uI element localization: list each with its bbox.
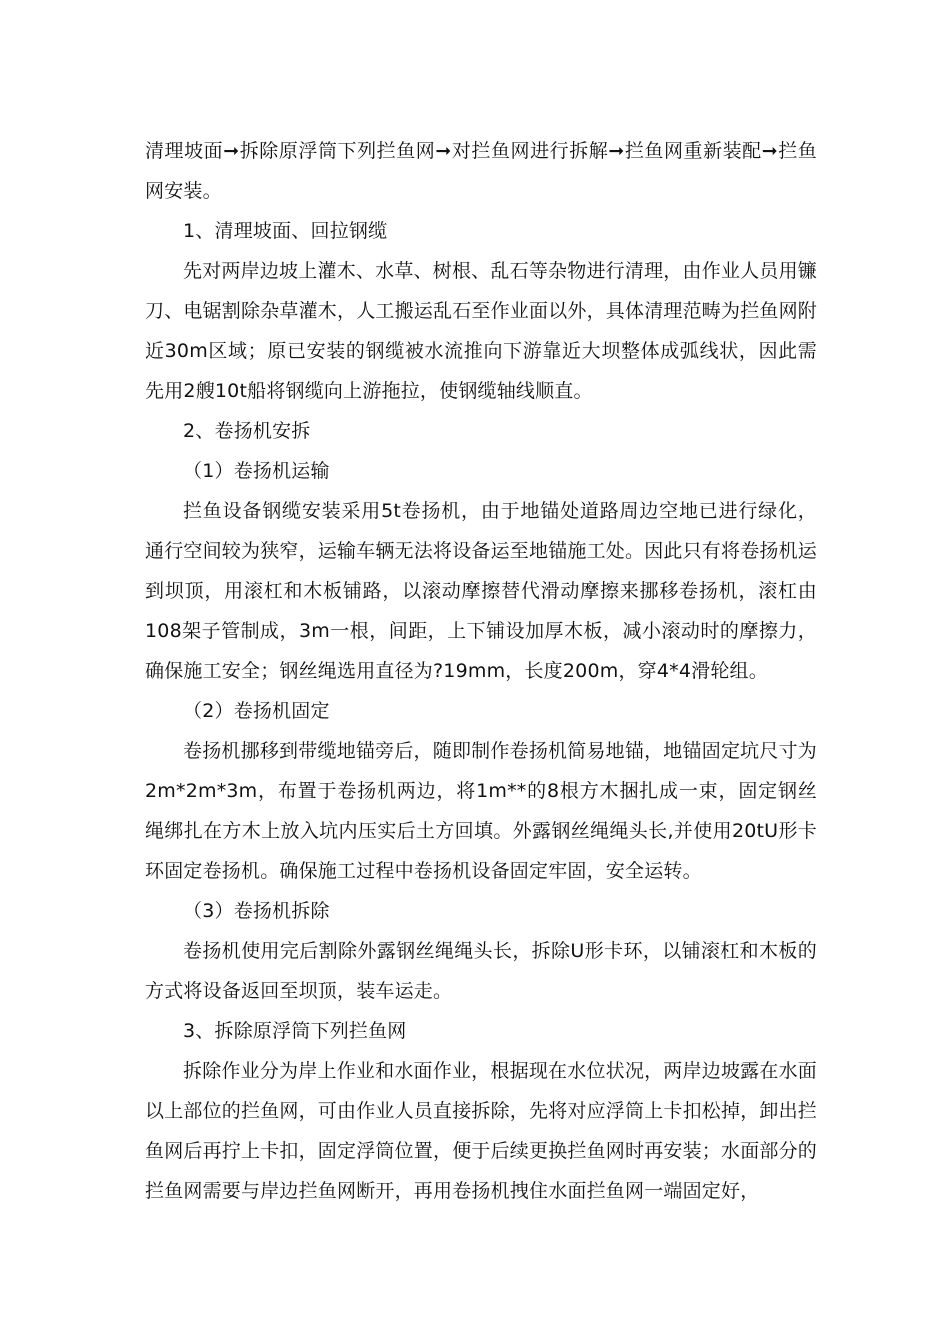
subheading-winch-transport: （1）卷扬机运输 [183,460,330,482]
paragraph-remove-net: 拆除作业分为岸上作业和水面作业，根据现在水位状况，两岸边坡露在水面以上部位的拦鱼网，可由作业人员直接拆除，先将对应浮筒上卡扣松掉，卸出拦鱼网后再拧上卡扣，固定浮筒位置，便于后续更换拦鱼网时再安装；水面部分的拦鱼网需要与岸边拦鱼网断开，再用卷扬机拽住水面拦鱼网一端固定好， [145,1060,818,1202]
paragraph-winch-transport: 拦鱼设备钢缆安装采用5t卷扬机，由于地锚处道路周边空地已进行绿化，通行空间较为狭窄，运输车辆无法将设备运至地锚施工处。因此只有将卷扬机运到坝顶，用滚杠和木板铺路，以滚动摩擦替代滑动摩擦来挪移卷扬机，滚杠由108架子管制成，3m一根，间距，上下铺设加厚木板，减小滚动时的摩擦力，确保施工安全；钢丝绳选用直径为?19mm，长度200m，穿4*4滑轮组。 [145,500,818,682]
subheading-winch-fixing: （2）卷扬机固定 [183,700,330,722]
paragraph-winch-fixing: 卷扬机挪移到带缆地锚旁后，随即制作卷扬机简易地锚，地锚固定坑尺寸为2m*2m*3m，布置于卷扬机两边，将1m**的8根方木捆扎成一束，固定钢丝绳绑扎在方木上放入坑内压实后土方回填。外露钢丝绳绳头长,并使用20tU形卡环固定卷扬机。确保施工过程中卷扬机设备固定牢固，安全运转。 [145,740,817,882]
heading-clear-slope: 1、清理坡面、回拉钢缆 [183,220,388,242]
subheading-winch-removal: （3）卷扬机拆除 [183,900,330,922]
heading-remove-net: 3、拆除原浮筒下列拦鱼网 [183,1020,407,1042]
paragraph-process-flow: 清理坡面➞拆除原浮筒下列拦鱼网➞对拦鱼网进行拆解➞拦鱼网重新装配➞拦鱼网安装。 [145,140,817,202]
paragraph-clear-slope: 先对两岸边坡上灌木、水草、树根、乱石等杂物进行清理，由作业人员用镰刀、电锯割除杂草灌木，人工搬运乱石至作业面以外，具体清理范畴为拦鱼网附近30m区域；原已安装的钢缆被水流推向下游靠近大坝整体成弧线状，因此需先用2艘10t船将钢缆向上游拖拉，使钢缆轴线顺直。 [145,260,818,402]
heading-winch-install-remove: 2、卷扬机安拆 [183,420,311,442]
document-body [145,131,817,1211]
paragraph-winch-removal: 卷扬机使用完后割除外露钢丝绳绳头长，拆除U形卡环，以铺滚杠和木板的方式将设备返回至坝顶，装车运走。 [145,940,817,1002]
